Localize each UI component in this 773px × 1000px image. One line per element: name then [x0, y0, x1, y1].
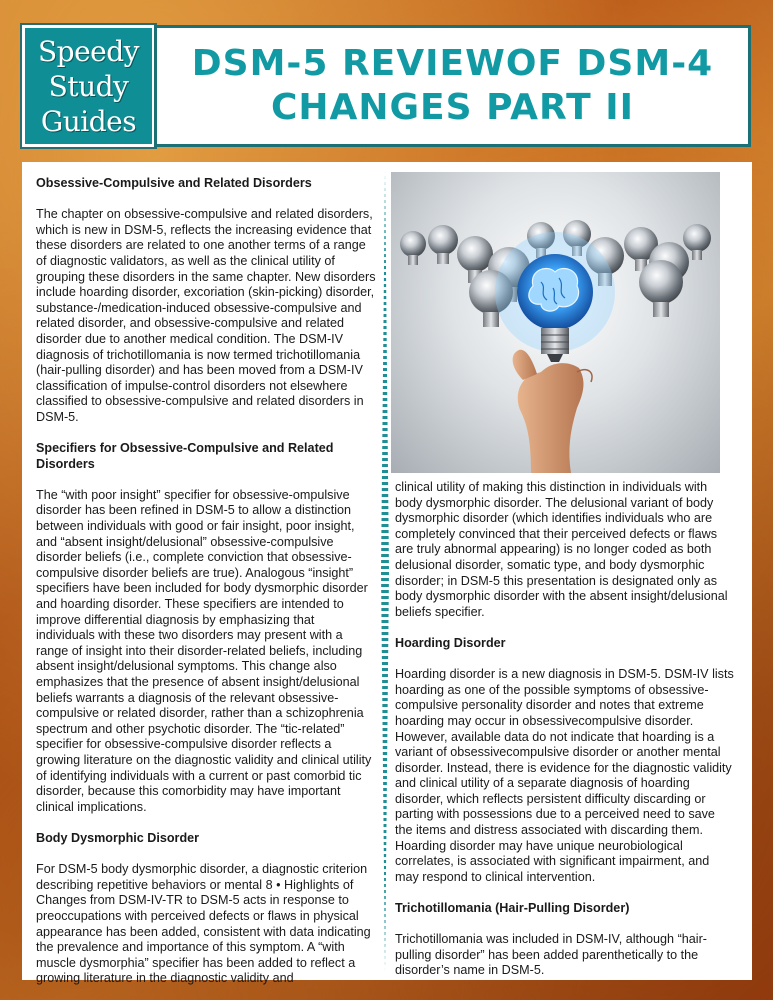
heading-ocd: Obsessive-Compulsive and Related Disorders	[36, 176, 312, 190]
paragraph-specifiers: The “with poor insight” specifier for obsessive-ompulsive disorder has been refined in DSM-5 to allow a distinction between individuals with good or fair insight, poor insight, and “absent insight/delusional” obsessive-compulsive disorder beliefs (i.e., complete conviction that obsessive-compulsive disorder beliefs are true). Analogous “insight” specifiers have been included for body dysmorphic disorder and hoarding disorder. These specifiers are intended to improve differential diagnosis by emphasizing that individuals with these two disorders may present with a range of insight into their disorder-related beliefs, including absent insight/delusional symptoms. This change also emphasizes that the presence of absent insight/delusional beliefs warrants a diagnosis of the relevant obsessive-compulsive or related disorder, rather than a schizophrenia spectrum and other psychotic disorder. The “tic-related” specifier for obsessive-compulsive disorder reflects a growing literature on the diagnostic validity and clinical utility of identifying individuals with a current or past comorbid tic disorder, because this comorbidity may have important clinical implications.	[36, 487, 372, 814]
right-column	[395, 480, 735, 995]
logo-line-2: Study	[48, 69, 129, 103]
speedy-study-guides-logo	[22, 25, 155, 147]
title-line-1: DSM-5 REVIEWOF DSM-4	[191, 43, 714, 84]
title-line-2: CHANGES PART II	[270, 87, 635, 128]
column-divider	[381, 170, 389, 972]
content-panel	[22, 162, 752, 986]
paragraph-body-dysmorphic: For DSM-5 body dysmorphic disorder, a diagnostic criterion describing repetitive behaviors or mental 8 • Highlights of Changes from DSM-IV-TR to DSM-5 acts in response to preoccupations with perceived defects or flaws in physical appearance has been added, consistent with data indicating the prevalence and importance of this symptom. A “with muscle dysmorphia” specifier has been added to reflect a growing literature in the diagnostic validity and	[36, 862, 371, 986]
heading-hoarding: Hoarding Disorder	[395, 635, 506, 650]
lightbulb-brain-hand-icon	[391, 172, 720, 473]
heading-specifiers: Specifiers for Obsessive-Compulsive and Related Disorders	[36, 441, 334, 471]
paragraph-trichotillomania: Trichotillomania was included in DSM-IV, although “hair-pulling disorder” has been added parenthetically to the disorder’s name in DSM-5.	[395, 932, 707, 978]
heading-trichotillomania: Trichotillomania (Hair-Pulling Disorder)	[395, 901, 630, 916]
lightbulb-illustration	[391, 172, 720, 473]
logo-line-1: Speedy	[38, 34, 139, 68]
logo-line-3: Guides	[40, 104, 137, 138]
left-column	[36, 176, 376, 1000]
heading-body-dysmorphic: Body Dysmorphic Disorder	[36, 830, 200, 845]
paragraph-body-dysmorphic-cont: clinical utility of making this distinction in individuals with body dysmorphic disorder. The delusional variant of body dysmorphic disorder (which identifies individuals who are completely convinced that their perceived defects or flaws are truly abnormal appearing) is no longer coded as both delusional disorder, somatic type, and body dysmorphic disorder; in DSM-5 this presentation is designated only as body dysmorphic disorder with the absent insight/delusional beliefs specifier.	[395, 480, 728, 619]
paragraph-hoarding: Hoarding disorder is a new diagnosis in DSM-5. DSM-IV lists hoarding as one of the possible symptoms of obsessive-compulsive personality disorder and notes that extreme hoarding may occur in obsessivecompulsive disorder. However, available data do not indicate that hoarding is a variant of obsessivecompulsive disorder or another mental disorder. Instead, there is evidence for the diagnostic validity and clinical utility of a separate diagnosis of hoarding disorder, which reflects persistent difficulty discarding or parting with possessions due to a perceived need to save the items and distress associated with discarding them. Hoarding disorder may have unique neurobiological correlates, is associated with significant impairment, and may respond to clinical intervention.	[395, 667, 734, 884]
page-title	[154, 25, 751, 147]
paragraph-ocd: The chapter on obsessive-compulsive and related disorders, which is new in DSM-5, reflects the increasing evidence that these disorders are related to one another terms of a range of diagnostic validators, as well as the clinical utility of grouping these disorders in the same chapter. New disorders include hoarding disorder, excoriation (skin-picking) disorder, substance-/medication-induced obsessive-compulsive and related disorder, and obsessive-compulsive and related disorder due to another medical condition. The DSM-IV diagnosis of trichotillomania is now termed trichotillomania (hair-pulling disorder) and has been moved from a DSM-IV classification of impulse-control disorders not elsewhere classified to obsessive-compulsive and related disorders in DSM-5.	[36, 207, 376, 424]
